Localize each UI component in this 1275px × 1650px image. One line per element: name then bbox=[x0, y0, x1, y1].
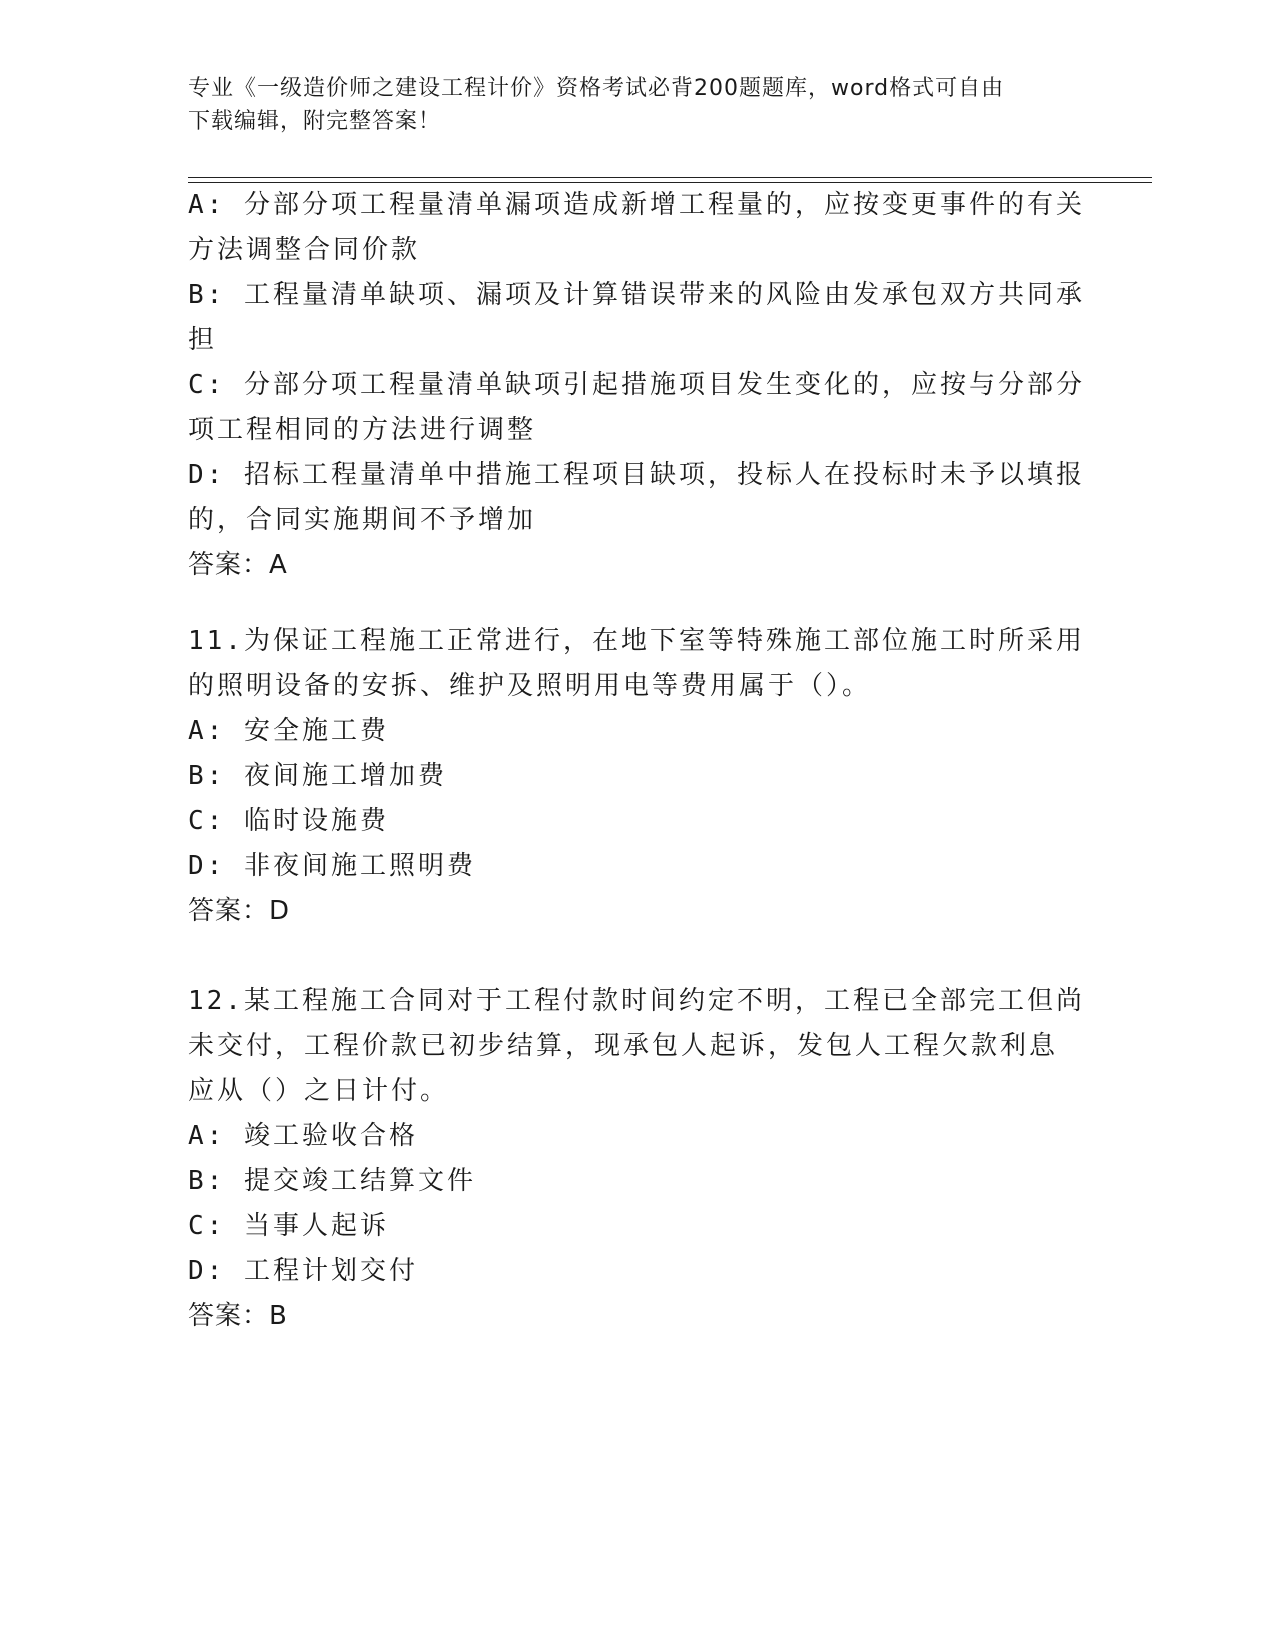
question-stem-line-2: 的照明设备的安拆、维护及照明用电等费用属于（）。 bbox=[188, 671, 872, 701]
question-12-block bbox=[188, 979, 1088, 1339]
option-a-line-2: 方法调整合同价款 bbox=[188, 235, 421, 265]
question-stem-line-3: 应从（）之日计付。 bbox=[188, 1076, 450, 1106]
question-11-block bbox=[188, 619, 1088, 934]
question-stem-line-2: 未交付，工程价款已初步结算，现承包人起诉，发包人工程欠款利息 bbox=[188, 1031, 1059, 1061]
answer-label: 答案：B bbox=[188, 1301, 288, 1331]
option-b-line-1: B: 工程量清单缺项、漏项及计算错误带来的风险由发承包双方共同承 bbox=[188, 280, 1085, 310]
answer-label: 答案：A bbox=[188, 550, 288, 580]
option-b-line-2: 担 bbox=[188, 325, 218, 355]
option-a: A: 安全施工费 bbox=[188, 716, 389, 746]
option-c: C: 当事人起诉 bbox=[188, 1211, 389, 1241]
option-b: B: 提交竣工结算文件 bbox=[188, 1166, 476, 1196]
option-d-line-1: D: 招标工程量清单中措施工程项目缺项，投标人在投标时未予以填报 bbox=[188, 460, 1085, 490]
option-d-line-2: 的，合同实施期间不予增加 bbox=[188, 505, 537, 535]
option-a-line-1: A: 分部分项工程量清单漏项造成新增工程量的，应按变更事件的有关 bbox=[188, 190, 1085, 220]
header-line-1: 专业《一级造价师之建设工程计价》资格考试必背200题题库，word格式可自由 bbox=[188, 76, 1005, 101]
option-d: D: 工程计划交付 bbox=[188, 1256, 418, 1286]
header-divider-top bbox=[188, 177, 1152, 178]
option-d: D: 非夜间施工照明费 bbox=[188, 851, 476, 881]
option-c-line-1: C: 分部分项工程量清单缺项引起措施项目发生变化的，应按与分部分 bbox=[188, 370, 1085, 400]
document-header bbox=[188, 72, 1068, 138]
question-10-block bbox=[188, 183, 1088, 588]
answer-label: 答案：D bbox=[188, 896, 291, 926]
option-b: B: 夜间施工增加费 bbox=[188, 761, 447, 791]
question-stem-line-1: 12.某工程施工合同对于工程付款时间约定不明，工程已全部完工但尚 bbox=[188, 986, 1085, 1016]
header-line-2: 下载编辑，附完整答案！ bbox=[188, 109, 442, 134]
option-a: A: 竣工验收合格 bbox=[188, 1121, 418, 1151]
option-c-line-2: 项工程相同的方法进行调整 bbox=[188, 415, 537, 445]
option-c: C: 临时设施费 bbox=[188, 806, 389, 836]
question-stem-line-1: 11.为保证工程施工正常进行，在地下室等特殊施工部位施工时所采用 bbox=[188, 626, 1085, 656]
